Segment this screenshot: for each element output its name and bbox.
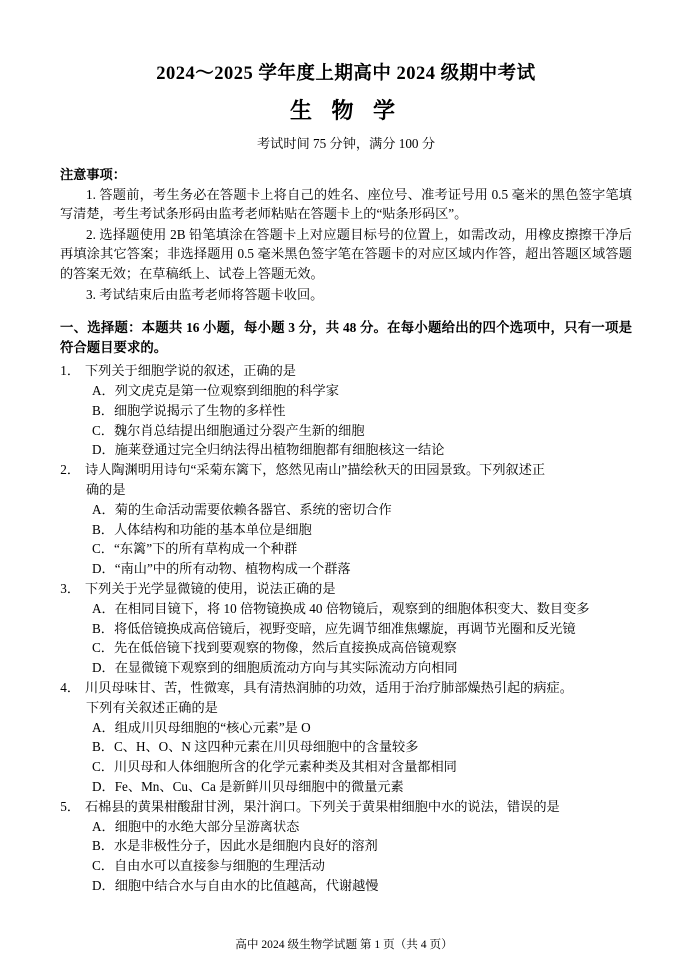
notice-item-2: 2. 选择题使用 2B 铅笔填涂在答题卡上对应题目标号的位置上，如需改动，用橡皮擦擦干净后再填涂其它答案；非选择题用 0.5 毫米黑色签字笔在答题卡的对应区域内作答，超出答题区域答题的答案无效；在草稿纸上、试卷上答题无效。 [60,226,632,282]
page-footer: 高中 2024 级生物学试题 第 1 页（共 4 页） [235,938,453,951]
option-b: B．将低倍镜换成高倍镜后，视野变暗，应先调节细准焦螺旋，再调节光圈和反光镜 [92,620,576,636]
question-number: 5． [60,798,80,814]
question-1 [60,361,632,460]
question-number: 1． [60,363,80,379]
question-2 [60,460,632,579]
option-a: A．列文虎克是第一位观察到细胞的科学家 [92,383,339,399]
question-stem [60,678,632,698]
question-stem [60,579,632,599]
question-5 [60,797,632,896]
option-a: A．在相同目镜下，将 10 倍物镜换成 40 倍物镜后，观察到的细胞体积变大、数目变多 [92,600,590,616]
question-text: 诗人陶渊明用诗句“采菊东篱下，悠然见南山”描绘秋天的田园景致。下列叙述正 [85,462,546,478]
notice-heading: 注意事项： [60,166,126,182]
question-number: 4． [60,680,80,696]
option-c: C．魏尔肖总结提出细胞通过分裂产生新的细胞 [92,422,365,438]
question-number: 2． [60,462,80,478]
option-b: B．水是非极性分子，因此水是细胞内良好的溶剂 [92,838,378,854]
option-b: B．C、H、O、N 这四种元素在川贝母细胞中的含量较多 [92,739,419,755]
question-text-cont: 确的是 [86,482,126,498]
notice-item-1: 1. 答题前，考生务必在答题卡上将自己的姓名、座位号、准考证号用 0.5 毫米的黑色签字笔填写清楚，考生考试条形码由监考老师粘贴在答题卡上的“贴条形码区”。 [60,186,632,222]
page-title: 2024～2025 学年度上期高中 2024 级期中考试 [156,64,536,84]
question-text-cont: 下列有关叙述正确的是 [86,699,218,715]
option-a: A．细胞中的水绝大部分呈游离状态 [92,818,300,834]
option-a: A．菊的生命活动需要依赖各器官、系统的密切合作 [92,501,392,517]
notice-item-3: 3. 考试结束后由监考老师将答题卡收回。 [86,286,324,302]
question-number: 3． [60,581,80,597]
question-text: 下列关于细胞学说的叙述，正确的是 [85,363,296,379]
question-text: 下列关于光学显微镜的使用，说法正确的是 [85,581,336,597]
option-d: D．在显微镜下观察到的细胞质流动方向与其实际流动方向相同 [92,660,458,676]
question-text: 石棉县的黄果柑酸甜甘洌，果汁润口。下列关于黄果柑细胞中水的说法，错误的是 [85,798,560,814]
option-b: B．细胞学说揭示了生物的多样性 [92,402,286,418]
option-a: A．组成川贝母细胞的“核心元素”是 O [92,719,311,735]
option-d: D．Fe、Mn、Cu、Ca 是新鲜川贝母细胞中的微量元素 [92,779,404,795]
option-d: D．“南山”中的所有动物、植物构成一个群落 [92,561,351,577]
option-d: D．细胞中结合水与自由水的比值越高，代谢越慢 [92,878,379,894]
section-heading-choice: 一、选择题：本题共 16 小题，每小题 3 分，共 48 分。在每小题给出的四个选项中，只有一项是符合题目要求的。 [60,320,632,356]
option-c: C．先在低倍镜下找到要观察的物像，然后直接换成高倍镜观察 [92,640,457,656]
option-c: C．自由水可以直接参与细胞的生理活动 [92,858,325,874]
question-text: 川贝母味甘、苦，性微寒，具有清热润肺的功效，适用于治疗肺部燥热引起的病症。 [85,680,573,696]
subject-title: 生 物 学 [289,97,402,123]
option-c: C．“东篱”下的所有草构成一个种群 [92,541,298,557]
option-b: B．人体结构和功能的基本单位是细胞 [92,521,312,537]
option-d: D．施莱登通过完全归纳法得出植物细胞都有细胞核这一结论 [92,442,445,458]
question-stem [60,460,632,480]
question-stem [60,797,632,817]
option-c: C．川贝母和人体细胞所含的化学元素种类及其相对含量都相同 [92,759,457,775]
question-3 [60,579,632,678]
question-stem [60,361,632,381]
exam-meta: 考试时间 75 分钟，满分 100 分 [256,135,436,151]
question-4 [60,678,632,797]
